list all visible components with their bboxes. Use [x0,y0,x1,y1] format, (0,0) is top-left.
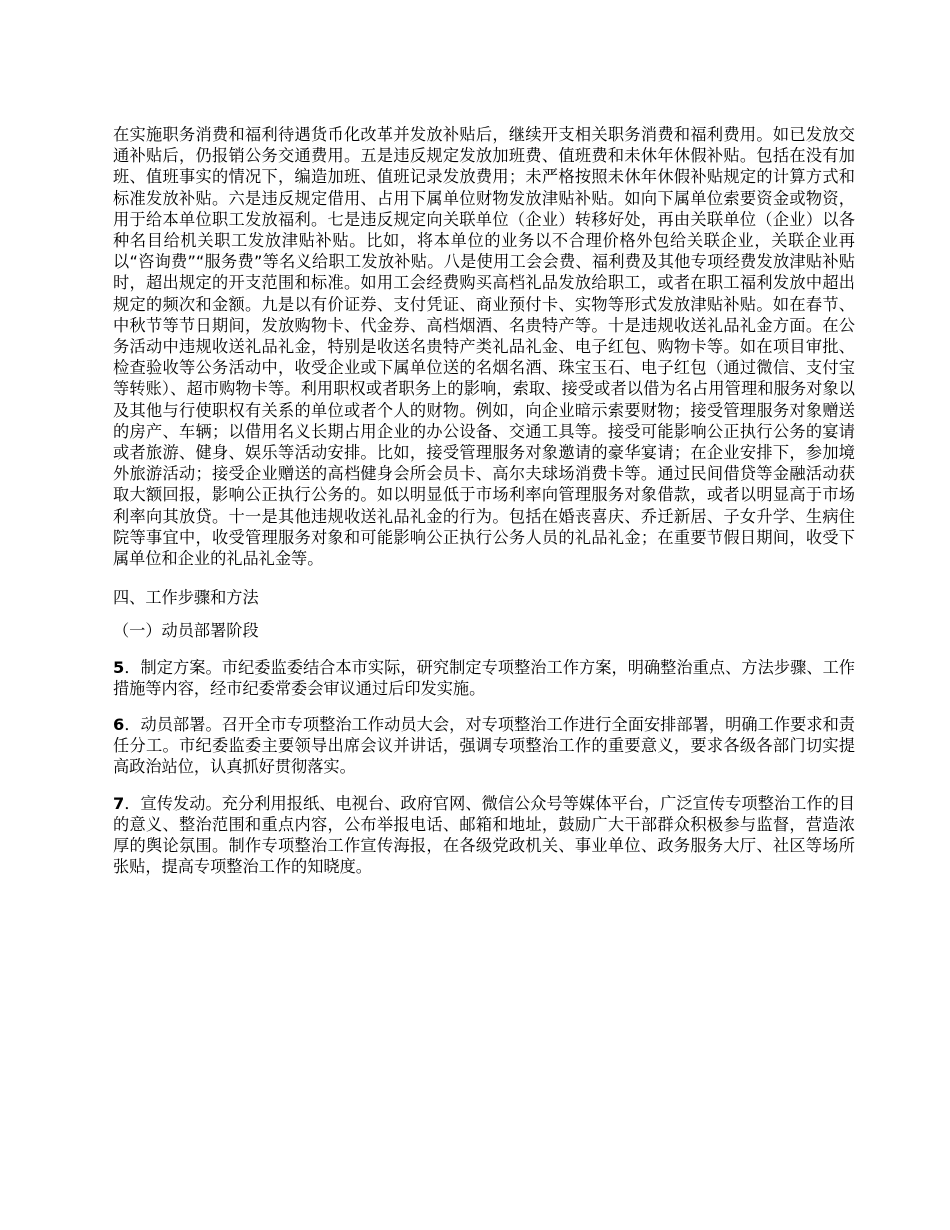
section-heading: 四、工作步骤和方法 [113,588,259,608]
list-item [113,793,855,878]
list-item [113,657,855,699]
item-text: ．制定方案。市纪委监委结合本市实际，研究制定专项整治工作方案，明确整治重点、方法步骤、工作措施等内容，经市纪委常委会审议通过后印发实施。 [113,657,855,698]
subsection-heading: （一）动员部署阶段 [113,621,259,641]
item-number: 7 [113,793,125,813]
list-item [113,714,855,778]
item-number: 6 [113,715,125,735]
item-text: ．宣传发动。充分利用报纸、电视台、政府官网、微信公众号等媒体平台，广泛宣传专项整治工作的目的意义、整治范围和重点内容，公布举报电话、邮箱和地址，鼓励广大干部群众积极参与监督，营造浓厚的舆论氛围。制作专项整治工作宣传海报，在各级党政机关、事业单位、政务服务大厅、社区等场所张贴，提高专项整治工作的知晓度。 [113,793,855,877]
item-text: ．动员部署。召开全市专项整治工作动员大会，对专项整治工作进行全面安排部署，明确工作要求和责任分工。市纪委监委主要领导出席会议并讲话，强调专项整治工作的重要意义，要求各级各部门切实提高政治站位，认真抓好贯彻落实。 [113,715,855,777]
body-paragraph: 在实施职务消费和福利待遇货币化改革并发放补贴后，继续开支相关职务消费和福利费用。如已发放交通补贴后，仍报销公务交通费用。五是违反规定发放加班费、值班费和未休年休假补贴。包括在没有加班、值班事实的情况下，编造加班、值班记录发放费用；未严格按照未休年休假补贴规定的计算方式和标准发放补贴。六是违反规定借用、占用下属单位财物发放津贴补贴。如向下属单位索要资金或物资，用于给本单位职工发放福利。七是违反规定向关联单位（企业）转移好处，再由关联单位（企业）以各种名目给机关职工发放津贴补贴。比如，将本单位的业务以不合理价格外包给关联企业，关联企业再以“咨询费”“服务费”等名义给职工发放补贴。八是使用工会会费、福利费及其他专项经费发放津贴补贴时，超出规定的开支范围和标准。如用工会经费购买高档礼品发放给职工，或者在职工福利发放中超出规定的频次和金额。九是以有价证券、支付凭证、商业预付卡、实物等形式发放津贴补贴。如在春节、中秋节等节日期间，发放购物卡、代金券、高档烟酒、名贵特产等。十是违规收送礼品礼金方面。在公务活动中违规收送礼品礼金，特别是收送名贵特产类礼品礼金、电子红包、购物卡等。如在项目审批、检查验收等公务活动中，收受企业或下属单位送的名烟名酒、珠宝玉石、电子红包（通过微信、支付宝等转账）、超市购物卡等。利用职权或者职务上的影响，索取、接受或者以借为名占用管理和服务对象以及其他与行使职权有关系的单位或者个人的财物。例如，向企业暗示索要财物；接受管理服务对象赠送的房产、车辆；以借用名义长期占用企业的办公设备、交通工具等。接受可能影响公正执行公务的宴请或者旅游、健身、娱乐等活动安排。比如，接受管理服务对象邀请的豪华宴请；在企业安排下，参加境外旅游活动；接受企业赠送的高档健身会所会员卡、高尔夫球场消费卡等。通过民间借贷等金融活动获取大额回报，影响公正执行公务的。如以明显低于市场利率向管理服务对象借款，或者以明显高于市场利率向其放贷。十一是其他违规收送礼品礼金的行为。包括在婚丧喜庆、乔迁新居、子女升学、生病住院等事宜中，收受管理服务对象和可能影响公正执行公务人员的礼品礼金；在重要节假日期间，收受下属单位和企业的礼品礼金等。 [113,125,855,569]
item-number: 5 [113,657,125,677]
document-page [113,124,855,893]
